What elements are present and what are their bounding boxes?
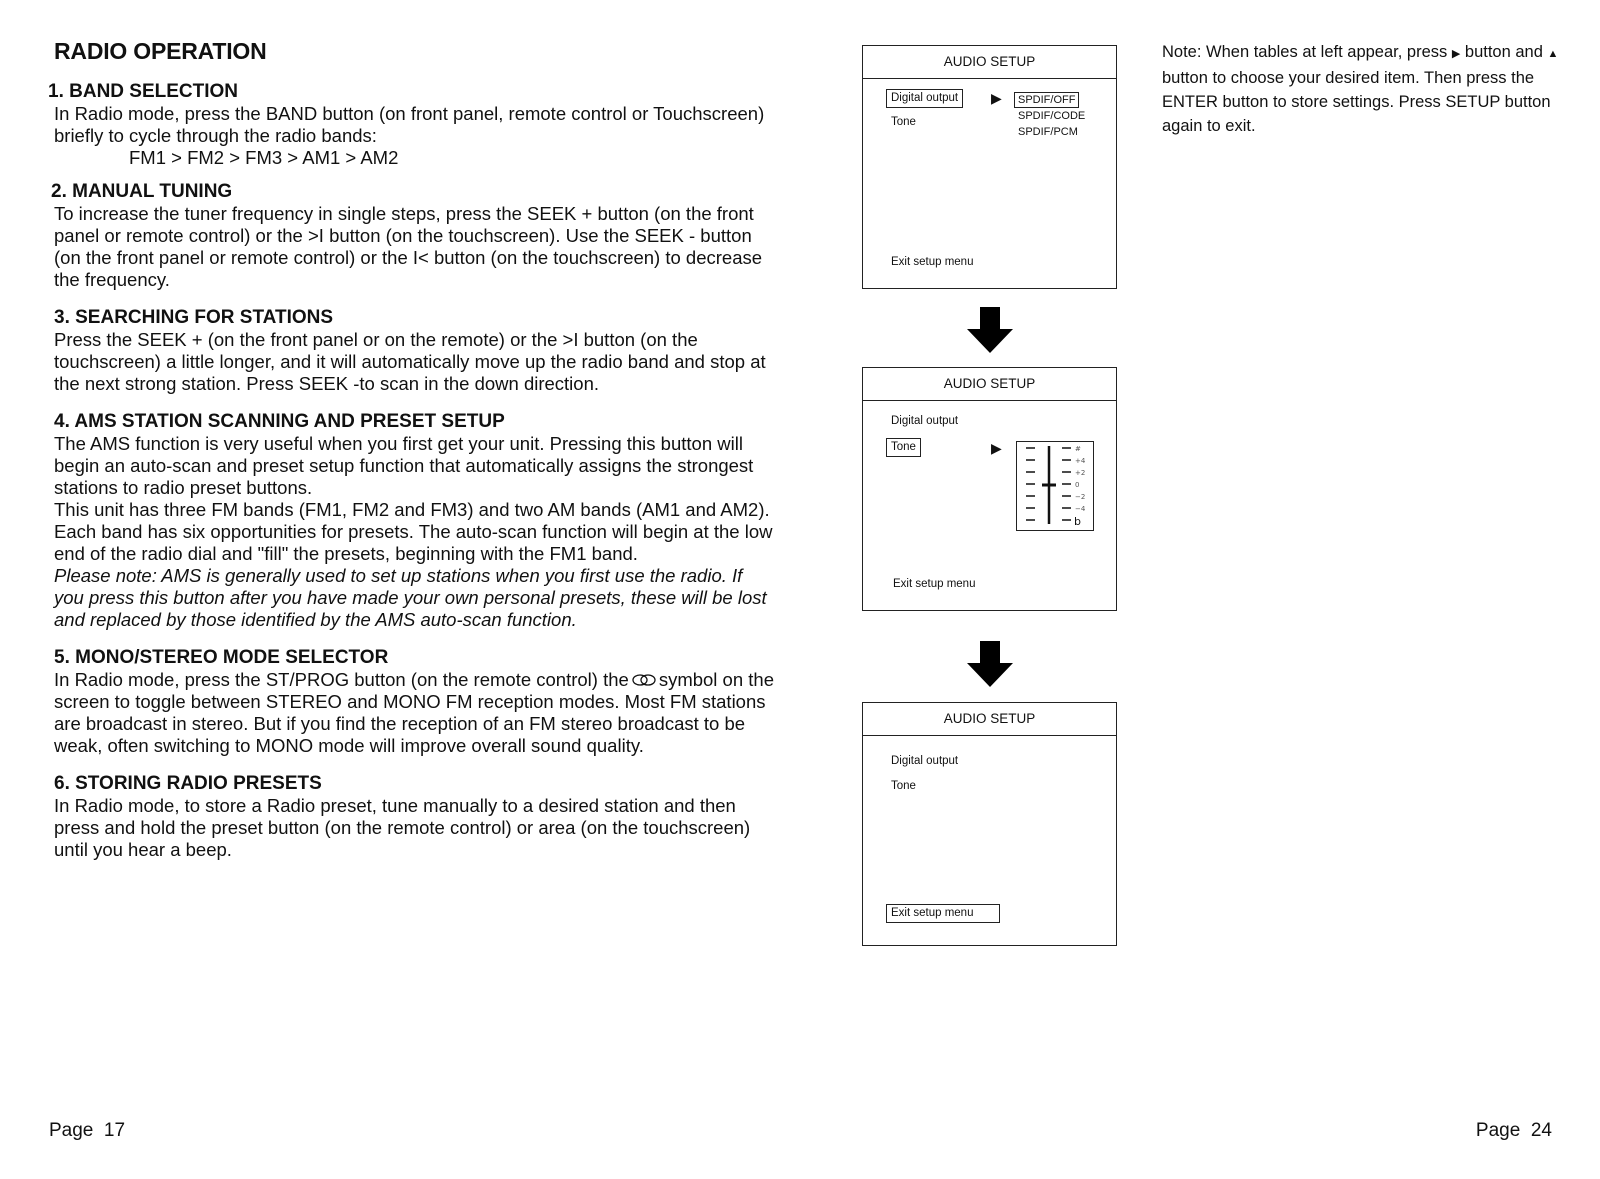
ams-warning-note: Please note: AMS is generally used to set up stations when you first use the radio. If you press this button after you have made your own personal presets, these will be lost and replaced by those identified by the AMS auto-scan function. [54,565,767,630]
tone-scale-label: 0 [1075,481,1080,489]
option-spdif-pcm[interactable]: SPDIF/PCM [1018,126,1078,138]
section-band-selection [48,81,774,169]
stereo-symbol-icon [632,674,656,686]
section-paragraph: The AMS function is very useful when you first get your unit. Pressing this button will begin an auto-scan and preset setup function that automatically assigns the strongest stations to radio preset buttons. [54,433,754,498]
tone-slider[interactable] [1016,441,1094,531]
section-paragraph: In Radio mode, press the BAND button (on front panel, remote control or Touchscreen) briefly to cycle through the radio bands: [54,103,765,146]
section-heading: 5. MONO/STEREO MODE SELECTOR [54,647,389,668]
instruction-note [1162,40,1562,138]
section-paragraph: In Radio mode, to store a Radio preset, tune manually to a desired station and then press and hold the preset button (on the remote control) or area (on the touchscreen) until you hear a beep. [54,795,751,860]
tone-scale-icon [1017,442,1093,530]
para-text: In Radio mode, press the ST/PROG button (on the remote control) the [54,669,629,690]
section-paragraph: This unit has three FM bands (FM1, FM2 and FM3) and two AM bands (AM1 and AM2). Each band has six opportunities for presets. The auto-scan function will begin at the low end of the radio dial and "fill" the presets, beginning with the FM1 band. [54,499,773,564]
menu-item-exit-setup[interactable]: Exit setup menu [886,904,1000,923]
down-arrow-icon [967,307,1013,353]
panel-header: AUDIO SETUP [863,368,1116,401]
down-arrow-icon [967,641,1013,687]
menu-item-digital-output[interactable]: Digital output [891,755,959,767]
page-number-left: Page 17 [49,1120,126,1141]
section-manual-tuning [51,181,774,291]
option-spdif-off[interactable]: SPDIF/OFF [1014,92,1079,108]
section-searching-stations [54,307,774,395]
section-storing-presets [54,773,774,861]
menu-item-exit-setup[interactable]: Exit setup menu [893,578,976,590]
note-text: button to choose your desired item. Then press the ENTER button to store settings. Press SETUP button again to exit. [1162,69,1551,135]
menu-item-digital-output[interactable]: Digital output [886,89,963,108]
tone-scale-label: −2 [1075,493,1086,501]
option-spdif-code[interactable]: SPDIF/CODE [1018,110,1086,122]
section-heading: 2. MANUAL TUNING [51,181,233,202]
bands-line: FM1 > FM2 > FM3 > AM1 > AM2 [129,147,399,168]
section-heading: 6. STORING RADIO PRESETS [54,773,322,794]
right-triangle-icon: ▶ [1451,48,1461,60]
section-ams-scanning [54,411,774,631]
menu-item-tone[interactable]: Tone [891,116,916,128]
tone-scale-label: # [1075,445,1081,453]
panel-header: AUDIO SETUP [863,46,1116,79]
audio-setup-panel-digital-output [862,45,1117,289]
tone-scale-label: +2 [1075,469,1086,477]
section-paragraph [54,669,774,757]
note-text: button and [1464,43,1543,61]
section-heading: 1. BAND SELECTION [48,81,239,102]
menu-item-tone[interactable]: Tone [886,438,921,457]
tone-scale-label: −4 [1075,505,1086,513]
panel-header: AUDIO SETUP [863,703,1116,736]
up-triangle-icon: ▲ [1547,48,1559,60]
para-text: symbol on the screen to toggle between STEREO and MONO FM reception modes. Most FM stations are broadcast in stereo. But if you find the reception of an FM stereo broadcast to be weak, often switching to MONO mode will improve overall sound quality. [54,669,774,756]
page-number-right: Page 24 [1475,1120,1552,1141]
menu-item-tone[interactable]: Tone [891,780,916,792]
pointer-arrow-icon: ▶ [991,440,1002,456]
radio-operation-column [48,38,774,873]
section-heading: 3. SEARCHING FOR STATIONS [54,307,334,328]
menu-item-exit-setup[interactable]: Exit setup menu [891,256,974,268]
audio-setup-panel-exit [862,702,1117,946]
audio-setup-panel-tone [862,367,1117,611]
section-paragraph: Press the SEEK + (on the front panel or on the remote) or the >I button (on the touchscreen) a little longer, and it will automatically move up the radio band and stop at the next strong station. Press SEEK -to scan in the down direction. [54,329,766,394]
tone-scale-label: b [1074,515,1081,528]
section-heading: 4. AMS STATION SCANNING AND PRESET SETUP [54,411,505,432]
note-text: Note: When tables at left appear, press [1162,43,1448,61]
pointer-arrow-icon: ▶ [991,90,1002,106]
page-title: RADIO OPERATION [54,38,267,64]
menu-item-digital-output[interactable]: Digital output [891,415,959,427]
section-paragraph: To increase the tuner frequency in single steps, press the SEEK + button (on the front panel or remote control) or the >I button (on the touchscreen). Use the SEEK - button (on the front panel or remote control) or the I< button (on the touchscreen) to decrease the frequency. [54,203,763,290]
section-mono-stereo [54,647,774,757]
tone-scale-label: +4 [1075,457,1086,465]
